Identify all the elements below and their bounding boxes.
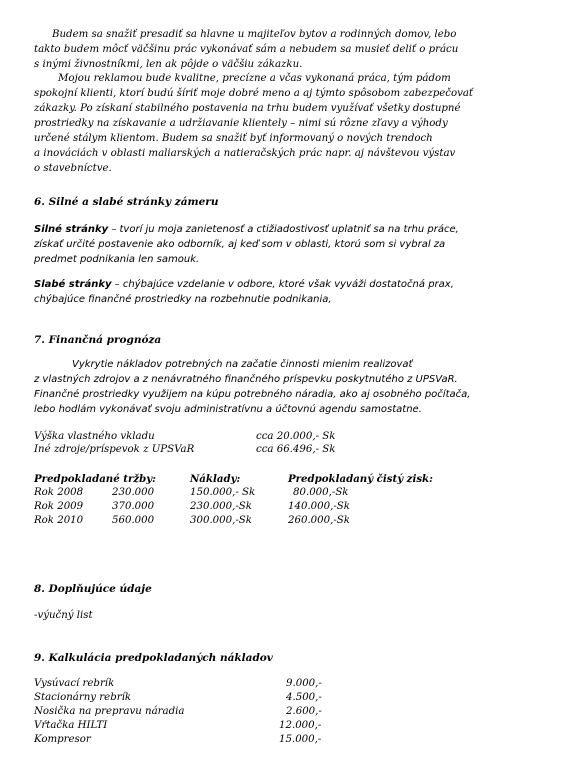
header-revenue: Predpokladané tržby: <box>34 473 156 485</box>
cost-value: 9.000,- <box>286 678 322 689</box>
line: spokojní klienti, ktorí budú šíriť moje dobré meno a aj týmto spôsobom zabezpečovať <box>34 88 474 99</box>
intro-paragraph-1 <box>34 27 534 72</box>
text-line <box>34 27 534 42</box>
cost-label: Stacionárny rebrík <box>34 692 132 703</box>
line: takto budem môcť väčšinu prác vykonávať sám a nebudem sa musieť deliť o prácu <box>34 44 459 55</box>
line: Mojou reklamou bude kvalitne, precízne a včas vykonaná práca, tým pádom <box>58 73 451 84</box>
line: lebo hodlám vykonávať svoju administratívnu a účtovnú agendu samostatne. <box>34 404 422 415</box>
cost-label: Kompresor <box>34 734 91 745</box>
line: – tvorí ju moja zanietenosť a ctižiadostivosť uplatniť sa na trhu práce, <box>108 224 459 235</box>
text-line <box>34 71 534 86</box>
line: Finančné prostriedky využijem na kúpu potrebného náradia, ako aj osobného počítača, <box>34 389 471 400</box>
header-profit: Predpokladaný čistý zisk: <box>288 473 433 485</box>
line: s inými živnostníkmi, len ak pôjde o väčšiu zákazku. <box>34 59 303 70</box>
text-line <box>34 277 534 292</box>
section-6-heading: 6. Silné a slabé stránky zámeru <box>34 196 219 208</box>
line: o stavebníctve. <box>34 163 112 174</box>
funding-label: Výška vlastného vkladu <box>34 431 155 442</box>
strengths-label: Silné stránky <box>34 224 109 235</box>
cost-value: 4.500,- <box>286 692 322 703</box>
line: Budem sa snažiť presadiť sa hlavne u majiteľov bytov a rodinných domov, lebo <box>52 29 457 40</box>
strengths-paragraph <box>34 222 534 267</box>
line: získať určité postavenie ako odborník, aj keď som v oblasti, ktorú som si vybral za <box>34 239 446 250</box>
weaknesses-label: Slabé stránky <box>34 279 112 290</box>
profit: 260.000,-Sk <box>288 515 350 526</box>
cost-label: Nosička na prepravu náradia <box>34 706 185 717</box>
section-7-heading: 7. Finančná prognóza <box>34 334 162 346</box>
line: – chýbajúce vzdelanie v odbore, ktoré však vyváži dostatočná prax, <box>111 279 454 290</box>
additional-info-item: -výučný list <box>34 610 93 621</box>
year: Rok 2009 <box>34 501 84 512</box>
funding-value: cca 66.496,- Sk <box>256 444 336 455</box>
line: z vlastných zdrojov a z nenávratného finančného príspevku poskytnutého z UPSVaR. <box>34 374 458 385</box>
line: Vykrytie nákladov potrebných na začatie činnosti mienim realizovať <box>72 359 413 370</box>
line: chýbajúce finančné prostriedky na rozbehnutie podnikania, <box>34 294 332 305</box>
weaknesses-paragraph <box>34 277 534 307</box>
text-line <box>34 222 534 237</box>
year: Rok 2010 <box>34 515 84 526</box>
line: predmet podnikania len samouk. <box>34 254 200 265</box>
cost-label: Vŕtačka HILTI <box>34 720 108 731</box>
costs: 150.000,- Sk <box>190 487 256 498</box>
profit: 80.000,-Sk <box>293 487 349 498</box>
header-costs: Náklady: <box>190 473 241 485</box>
revenue: 230.000 <box>112 487 155 498</box>
revenue: 560.000 <box>112 515 155 526</box>
revenue: 370.000 <box>112 501 155 512</box>
year: Rok 2008 <box>34 487 84 498</box>
line: zákazky. Po získaní stabilného postavenia na trhu budem využívať všetky dostupné <box>34 103 461 114</box>
cost-value: 12.000,- <box>279 720 322 731</box>
costs: 230.000,-Sk <box>190 501 252 512</box>
intro-paragraph-2 <box>34 71 534 176</box>
line: a inováciách v oblasti maliarských a natieračských prác napr. aj návštevou výstav <box>34 148 456 159</box>
text-line <box>34 357 534 372</box>
line: prostriedky na získavanie a udržiavanie klientely – nimi sú rôzne zľavy a výhody <box>34 118 448 129</box>
financial-text <box>34 357 534 417</box>
cost-label: Vysúvací rebrík <box>34 678 115 689</box>
cost-value: 2.600,- <box>286 706 322 717</box>
funding-label: Iné zdroje/príspevok z UPSVaR <box>34 444 195 455</box>
section-8-heading: 8. Doplňujúce údaje <box>34 583 152 595</box>
funding-value: cca 20.000,- Sk <box>256 431 336 442</box>
profit: 140.000,-Sk <box>288 501 350 512</box>
costs: 300.000,-Sk <box>190 515 252 526</box>
section-9-heading: 9. Kalkulácia predpokladaných nákladov <box>34 652 273 664</box>
line: určené stálym klientom. Budem sa snažiť byť informovaný o nových trendoch <box>34 133 433 144</box>
cost-value: 15.000,- <box>279 734 322 745</box>
